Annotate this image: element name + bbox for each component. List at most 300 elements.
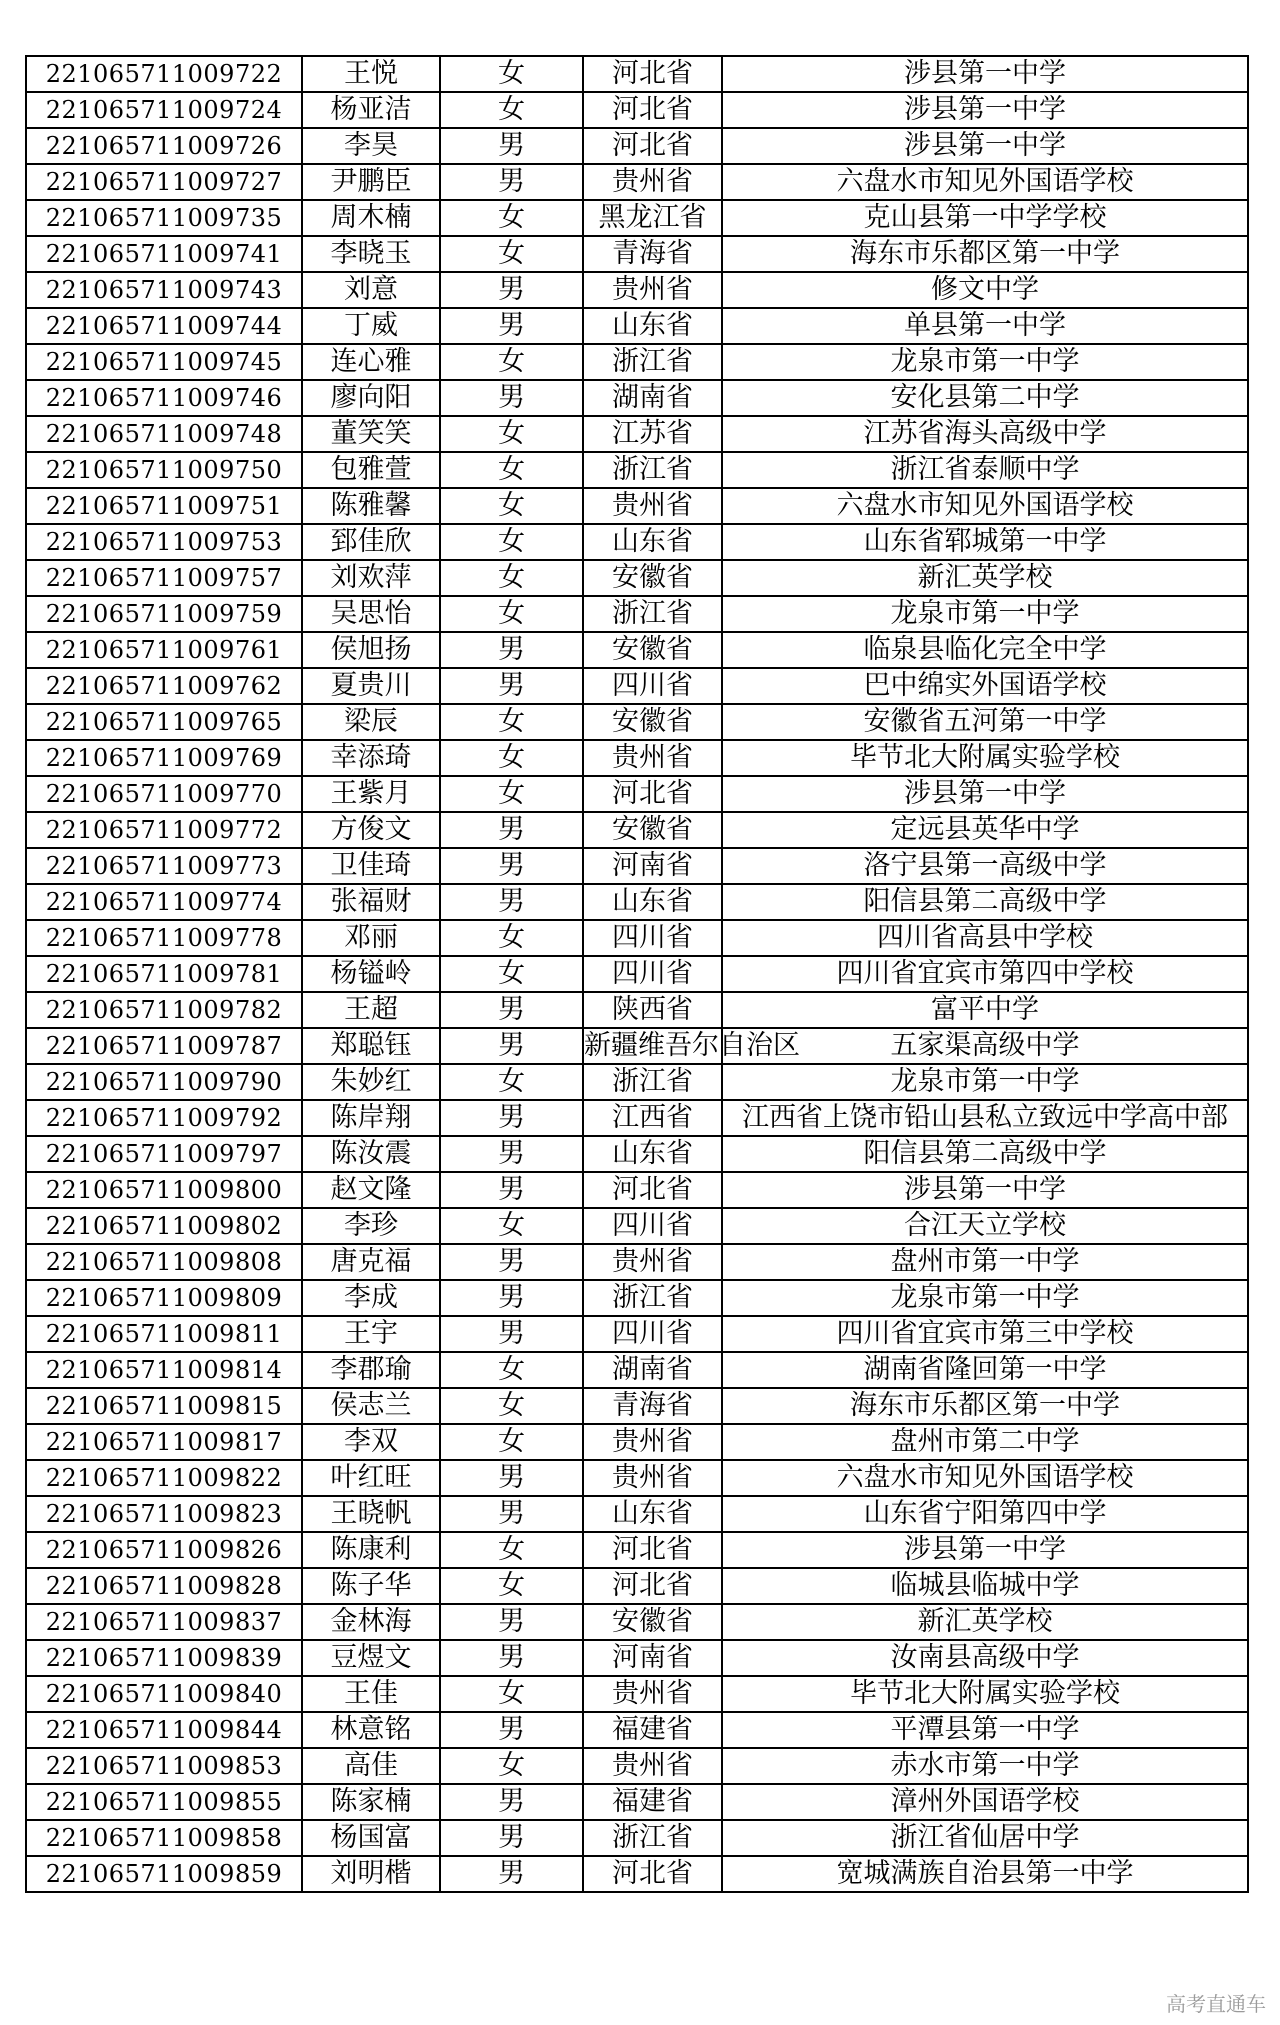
province-cell: 浙江省 <box>583 596 722 632</box>
table-row <box>26 1028 1248 1064</box>
province-cell: 江西省 <box>583 1100 722 1136</box>
student-name-cell: 李珍 <box>302 1208 440 1244</box>
gender-cell: 男 <box>440 380 583 416</box>
province-cell: 河北省 <box>583 1856 722 1892</box>
student-name-cell: 王悦 <box>302 56 440 92</box>
gender-cell: 女 <box>440 344 583 380</box>
gender-cell: 男 <box>440 1136 583 1172</box>
table-row <box>26 1316 1248 1352</box>
candidate-id-cell: 221065711009840 <box>26 1676 302 1712</box>
province-cell: 河北省 <box>583 1532 722 1568</box>
gender-cell: 男 <box>440 1604 583 1640</box>
gender-cell: 女 <box>440 452 583 488</box>
gender-cell: 男 <box>440 272 583 308</box>
table-row <box>26 1424 1248 1460</box>
table-row <box>26 524 1248 560</box>
candidate-id-cell: 221065711009744 <box>26 308 302 344</box>
school-cell: 单县第一中学 <box>722 308 1248 344</box>
student-name-cell: 张福财 <box>302 884 440 920</box>
province-cell: 贵州省 <box>583 1748 722 1784</box>
student-name-cell: 杨亚洁 <box>302 92 440 128</box>
gender-cell: 女 <box>440 1424 583 1460</box>
student-name-cell: 丁威 <box>302 308 440 344</box>
province-cell: 河北省 <box>583 128 722 164</box>
school-cell: 涉县第一中学 <box>722 128 1248 164</box>
candidate-id-cell: 221065711009844 <box>26 1712 302 1748</box>
school-cell: 涉县第一中学 <box>722 92 1248 128</box>
province-cell: 河北省 <box>583 56 722 92</box>
table-row <box>26 236 1248 272</box>
school-cell: 龙泉市第一中学 <box>722 344 1248 380</box>
school-cell: 涉县第一中学 <box>722 776 1248 812</box>
school-cell: 新汇英学校 <box>722 560 1248 596</box>
candidate-id-cell: 221065711009822 <box>26 1460 302 1496</box>
school-cell: 巴中绵实外国语学校 <box>722 668 1248 704</box>
province-cell: 山东省 <box>583 1136 722 1172</box>
gender-cell: 男 <box>440 164 583 200</box>
table-row <box>26 1172 1248 1208</box>
student-name-cell: 金林海 <box>302 1604 440 1640</box>
student-name-cell: 高佳 <box>302 1748 440 1784</box>
table-row <box>26 920 1248 956</box>
province-cell: 贵州省 <box>583 1460 722 1496</box>
gender-cell: 女 <box>440 524 583 560</box>
province-cell: 贵州省 <box>583 1244 722 1280</box>
school-cell: 汝南县高级中学 <box>722 1640 1248 1676</box>
gender-cell: 女 <box>440 416 583 452</box>
candidate-id-cell: 221065711009853 <box>26 1748 302 1784</box>
table-row <box>26 1712 1248 1748</box>
school-cell: 盘州市第二中学 <box>722 1424 1248 1460</box>
table-row <box>26 1244 1248 1280</box>
table-row <box>26 1208 1248 1244</box>
candidate-id-cell: 221065711009808 <box>26 1244 302 1280</box>
school-cell: 涉县第一中学 <box>722 56 1248 92</box>
student-name-cell: 侯志兰 <box>302 1388 440 1424</box>
student-name-cell: 刘明楷 <box>302 1856 440 1892</box>
candidate-id-cell: 221065711009781 <box>26 956 302 992</box>
student-name-cell: 李郡瑜 <box>302 1352 440 1388</box>
table-row <box>26 884 1248 920</box>
province-cell: 浙江省 <box>583 1064 722 1100</box>
candidate-id-cell: 221065711009751 <box>26 488 302 524</box>
school-cell: 克山县第一中学学校 <box>722 200 1248 236</box>
school-cell: 六盘水市知见外国语学校 <box>722 164 1248 200</box>
school-cell: 海东市乐都区第一中学 <box>722 236 1248 272</box>
gender-cell: 女 <box>440 200 583 236</box>
student-name-cell: 杨国富 <box>302 1820 440 1856</box>
province-cell: 山东省 <box>583 524 722 560</box>
table-row <box>26 452 1248 488</box>
table-row <box>26 1820 1248 1856</box>
candidate-id-cell: 221065711009727 <box>26 164 302 200</box>
province-cell: 安徽省 <box>583 1604 722 1640</box>
province-cell: 福建省 <box>583 1784 722 1820</box>
school-cell: 合江天立学校 <box>722 1208 1248 1244</box>
table-row <box>26 92 1248 128</box>
province-cell: 浙江省 <box>583 1280 722 1316</box>
student-name-cell: 陈子华 <box>302 1568 440 1604</box>
province-cell: 山东省 <box>583 308 722 344</box>
roster-body <box>26 56 1248 1892</box>
table-row <box>26 308 1248 344</box>
student-name-cell: 邓丽 <box>302 920 440 956</box>
gender-cell: 女 <box>440 776 583 812</box>
gender-cell: 男 <box>440 848 583 884</box>
school-cell: 富平中学 <box>722 992 1248 1028</box>
gender-cell: 女 <box>440 1568 583 1604</box>
roster-sheet <box>25 55 1247 1893</box>
province-cell: 福建省 <box>583 1712 722 1748</box>
student-name-cell: 李双 <box>302 1424 440 1460</box>
table-row <box>26 56 1248 92</box>
table-row <box>26 1532 1248 1568</box>
candidate-id-cell: 221065711009787 <box>26 1028 302 1064</box>
gender-cell: 男 <box>440 992 583 1028</box>
watermark-text: 高考直通车 <box>1166 1992 1266 2016</box>
school-cell: 修文中学 <box>722 272 1248 308</box>
candidate-id-cell: 221065711009746 <box>26 380 302 416</box>
table-row <box>26 992 1248 1028</box>
student-name-cell: 李晓玉 <box>302 236 440 272</box>
gender-cell: 女 <box>440 560 583 596</box>
school-cell: 龙泉市第一中学 <box>722 596 1248 632</box>
province-cell: 安徽省 <box>583 812 722 848</box>
table-row <box>26 560 1248 596</box>
table-row <box>26 200 1248 236</box>
student-name-cell: 董笑笑 <box>302 416 440 452</box>
candidate-id-cell: 221065711009855 <box>26 1784 302 1820</box>
school-cell: 宽城满族自治县第一中学 <box>722 1856 1248 1892</box>
table-row <box>26 128 1248 164</box>
table-row <box>26 1460 1248 1496</box>
student-name-cell: 王宇 <box>302 1316 440 1352</box>
candidate-id-cell: 221065711009817 <box>26 1424 302 1460</box>
school-cell: 临泉县临化完全中学 <box>722 632 1248 668</box>
table-row <box>26 812 1248 848</box>
table-row <box>26 1100 1248 1136</box>
table-row <box>26 1496 1248 1532</box>
school-cell: 龙泉市第一中学 <box>722 1280 1248 1316</box>
table-row <box>26 776 1248 812</box>
province-cell: 河北省 <box>583 1172 722 1208</box>
student-name-cell: 方俊文 <box>302 812 440 848</box>
gender-cell: 女 <box>440 596 583 632</box>
candidate-id-cell: 221065711009762 <box>26 668 302 704</box>
province-cell: 陕西省 <box>583 992 722 1028</box>
province-cell: 浙江省 <box>583 344 722 380</box>
table-row <box>26 1136 1248 1172</box>
candidate-id-cell: 221065711009769 <box>26 740 302 776</box>
gender-cell: 男 <box>440 308 583 344</box>
candidate-id-cell: 221065711009773 <box>26 848 302 884</box>
gender-cell: 女 <box>440 920 583 956</box>
student-name-cell: 夏贵川 <box>302 668 440 704</box>
table-row <box>26 416 1248 452</box>
candidate-id-cell: 221065711009828 <box>26 1568 302 1604</box>
student-name-cell: 周木楠 <box>302 200 440 236</box>
school-cell: 江西省上饶市铅山县私立致远中学高中部 <box>722 1100 1248 1136</box>
student-name-cell: 唐克福 <box>302 1244 440 1280</box>
table-row <box>26 632 1248 668</box>
table-row <box>26 1568 1248 1604</box>
school-cell: 新汇英学校 <box>722 1604 1248 1640</box>
school-cell: 龙泉市第一中学 <box>722 1064 1248 1100</box>
student-name-cell: 卫佳琦 <box>302 848 440 884</box>
province-cell: 青海省 <box>583 1388 722 1424</box>
gender-cell: 女 <box>440 56 583 92</box>
province-cell: 四川省 <box>583 668 722 704</box>
province-cell: 湖南省 <box>583 380 722 416</box>
student-name-cell: 王晓帆 <box>302 1496 440 1532</box>
student-name-cell: 包雅萱 <box>302 452 440 488</box>
school-cell: 四川省宜宾市第四中学校 <box>722 956 1248 992</box>
school-cell: 海东市乐都区第一中学 <box>722 1388 1248 1424</box>
student-name-cell: 陈雅馨 <box>302 488 440 524</box>
table-row <box>26 1784 1248 1820</box>
student-name-cell: 王佳 <box>302 1676 440 1712</box>
school-cell: 临城县临城中学 <box>722 1568 1248 1604</box>
province-cell: 青海省 <box>583 236 722 272</box>
school-cell: 山东省宁阳第四中学 <box>722 1496 1248 1532</box>
candidate-id-cell: 221065711009761 <box>26 632 302 668</box>
gender-cell: 女 <box>440 740 583 776</box>
table-row <box>26 1388 1248 1424</box>
school-cell: 定远县英华中学 <box>722 812 1248 848</box>
table-row <box>26 344 1248 380</box>
province-cell: 江苏省 <box>583 416 722 452</box>
student-name-cell: 豆煜文 <box>302 1640 440 1676</box>
gender-cell: 女 <box>440 1208 583 1244</box>
candidate-id-cell: 221065711009815 <box>26 1388 302 1424</box>
roster-table <box>25 55 1249 1893</box>
gender-cell: 男 <box>440 1784 583 1820</box>
student-name-cell: 刘欢萍 <box>302 560 440 596</box>
table-row <box>26 1748 1248 1784</box>
table-row <box>26 1352 1248 1388</box>
province-cell: 贵州省 <box>583 272 722 308</box>
gender-cell: 女 <box>440 236 583 272</box>
student-name-cell: 廖向阳 <box>302 380 440 416</box>
candidate-id-cell: 221065711009735 <box>26 200 302 236</box>
candidate-id-cell: 221065711009750 <box>26 452 302 488</box>
gender-cell: 女 <box>440 1388 583 1424</box>
school-cell: 毕节北大附属实验学校 <box>722 740 1248 776</box>
candidate-id-cell: 221065711009743 <box>26 272 302 308</box>
province-cell: 山东省 <box>583 884 722 920</box>
gender-cell: 女 <box>440 704 583 740</box>
student-name-cell: 叶红旺 <box>302 1460 440 1496</box>
candidate-id-cell: 221065711009759 <box>26 596 302 632</box>
student-name-cell: 侯旭扬 <box>302 632 440 668</box>
province-cell: 四川省 <box>583 956 722 992</box>
gender-cell: 女 <box>440 488 583 524</box>
province-cell: 河南省 <box>583 848 722 884</box>
student-name-cell: 陈岸翔 <box>302 1100 440 1136</box>
student-name-cell: 尹鹏臣 <box>302 164 440 200</box>
school-cell: 山东省郓城第一中学 <box>722 524 1248 560</box>
province-cell: 河北省 <box>583 92 722 128</box>
province-cell: 河南省 <box>583 1640 722 1676</box>
gender-cell: 女 <box>440 1532 583 1568</box>
candidate-id-cell: 221065711009839 <box>26 1640 302 1676</box>
province-cell: 贵州省 <box>583 488 722 524</box>
province-cell: 山东省 <box>583 1496 722 1532</box>
gender-cell: 女 <box>440 92 583 128</box>
table-row <box>26 1280 1248 1316</box>
province-cell: 河北省 <box>583 1568 722 1604</box>
school-cell: 浙江省仙居中学 <box>722 1820 1248 1856</box>
school-cell: 江苏省海头高级中学 <box>722 416 1248 452</box>
gender-cell: 男 <box>440 1172 583 1208</box>
table-row <box>26 1640 1248 1676</box>
gender-cell: 女 <box>440 1748 583 1784</box>
gender-cell: 男 <box>440 668 583 704</box>
school-cell: 安徽省五河第一中学 <box>722 704 1248 740</box>
candidate-id-cell: 221065711009826 <box>26 1532 302 1568</box>
school-cell: 涉县第一中学 <box>722 1532 1248 1568</box>
table-row <box>26 704 1248 740</box>
gender-cell: 男 <box>440 1280 583 1316</box>
school-cell: 浙江省泰顺中学 <box>722 452 1248 488</box>
candidate-id-cell: 221065711009753 <box>26 524 302 560</box>
student-name-cell: 王超 <box>302 992 440 1028</box>
candidate-id-cell: 221065711009726 <box>26 128 302 164</box>
province-cell: 贵州省 <box>583 1424 722 1460</box>
school-cell: 六盘水市知见外国语学校 <box>722 1460 1248 1496</box>
province-cell: 安徽省 <box>583 632 722 668</box>
school-cell: 六盘水市知见外国语学校 <box>722 488 1248 524</box>
candidate-id-cell: 221065711009774 <box>26 884 302 920</box>
province-cell: 贵州省 <box>583 740 722 776</box>
school-cell: 平潭县第一中学 <box>722 1712 1248 1748</box>
student-name-cell: 郅佳欣 <box>302 524 440 560</box>
candidate-id-cell: 221065711009778 <box>26 920 302 956</box>
table-row <box>26 848 1248 884</box>
gender-cell: 男 <box>440 1460 583 1496</box>
gender-cell: 男 <box>440 632 583 668</box>
school-cell: 阳信县第二高级中学 <box>722 884 1248 920</box>
candidate-id-cell: 221065711009797 <box>26 1136 302 1172</box>
student-name-cell: 连心雅 <box>302 344 440 380</box>
gender-cell: 女 <box>440 1352 583 1388</box>
province-cell: 贵州省 <box>583 1676 722 1712</box>
candidate-id-cell: 221065711009792 <box>26 1100 302 1136</box>
gender-cell: 男 <box>440 1316 583 1352</box>
table-row <box>26 668 1248 704</box>
gender-cell: 男 <box>440 1640 583 1676</box>
gender-cell: 男 <box>440 1028 583 1064</box>
gender-cell: 男 <box>440 1244 583 1280</box>
school-cell: 赤水市第一中学 <box>722 1748 1248 1784</box>
candidate-id-cell: 221065711009741 <box>26 236 302 272</box>
province-cell: 贵州省 <box>583 164 722 200</box>
province-cell: 四川省 <box>583 920 722 956</box>
candidate-id-cell: 221065711009809 <box>26 1280 302 1316</box>
candidate-id-cell: 221065711009837 <box>26 1604 302 1640</box>
school-cell: 四川省高县中学校 <box>722 920 1248 956</box>
table-row <box>26 488 1248 524</box>
school-cell: 盘州市第一中学 <box>722 1244 1248 1280</box>
gender-cell: 女 <box>440 956 583 992</box>
candidate-id-cell: 221065711009765 <box>26 704 302 740</box>
candidate-id-cell: 221065711009770 <box>26 776 302 812</box>
candidate-id-cell: 221065711009790 <box>26 1064 302 1100</box>
province-cell: 安徽省 <box>583 560 722 596</box>
province-cell: 河北省 <box>583 776 722 812</box>
student-name-cell: 幸添琦 <box>302 740 440 776</box>
gender-cell: 男 <box>440 1820 583 1856</box>
gender-cell: 女 <box>440 1676 583 1712</box>
province-cell: 四川省 <box>583 1316 722 1352</box>
student-name-cell: 李昊 <box>302 128 440 164</box>
student-name-cell: 梁辰 <box>302 704 440 740</box>
candidate-id-cell: 221065711009859 <box>26 1856 302 1892</box>
candidate-id-cell: 221065711009814 <box>26 1352 302 1388</box>
school-cell: 洛宁县第一高级中学 <box>722 848 1248 884</box>
student-name-cell: 赵文隆 <box>302 1172 440 1208</box>
province-cell: 新疆维吾尔自治区 <box>583 1028 722 1064</box>
table-row <box>26 1856 1248 1892</box>
table-row <box>26 1676 1248 1712</box>
province-cell: 黑龙江省 <box>583 200 722 236</box>
student-name-cell: 陈汝震 <box>302 1136 440 1172</box>
student-name-cell: 王紫月 <box>302 776 440 812</box>
province-cell: 浙江省 <box>583 1820 722 1856</box>
school-cell: 阳信县第二高级中学 <box>722 1136 1248 1172</box>
student-name-cell: 李成 <box>302 1280 440 1316</box>
school-cell: 四川省宜宾市第三中学校 <box>722 1316 1248 1352</box>
student-name-cell: 陈康利 <box>302 1532 440 1568</box>
gender-cell: 男 <box>440 1856 583 1892</box>
table-row <box>26 1064 1248 1100</box>
student-name-cell: 林意铭 <box>302 1712 440 1748</box>
student-name-cell: 刘意 <box>302 272 440 308</box>
school-cell: 安化县第二中学 <box>722 380 1248 416</box>
student-name-cell: 杨镒岭 <box>302 956 440 992</box>
school-cell: 漳州外国语学校 <box>722 1784 1248 1820</box>
province-cell: 四川省 <box>583 1208 722 1244</box>
candidate-id-cell: 221065711009800 <box>26 1172 302 1208</box>
gender-cell: 男 <box>440 812 583 848</box>
candidate-id-cell: 221065711009722 <box>26 56 302 92</box>
gender-cell: 男 <box>440 1496 583 1532</box>
school-cell: 涉县第一中学 <box>722 1172 1248 1208</box>
gender-cell: 男 <box>440 884 583 920</box>
student-name-cell: 朱妙红 <box>302 1064 440 1100</box>
candidate-id-cell: 221065711009772 <box>26 812 302 848</box>
candidate-id-cell: 221065711009858 <box>26 1820 302 1856</box>
gender-cell: 男 <box>440 1100 583 1136</box>
province-cell: 安徽省 <box>583 704 722 740</box>
candidate-id-cell: 221065711009782 <box>26 992 302 1028</box>
table-row <box>26 272 1248 308</box>
gender-cell: 男 <box>440 128 583 164</box>
school-cell: 毕节北大附属实验学校 <box>722 1676 1248 1712</box>
table-row <box>26 956 1248 992</box>
province-cell: 湖南省 <box>583 1352 722 1388</box>
candidate-id-cell: 221065711009757 <box>26 560 302 596</box>
candidate-id-cell: 221065711009802 <box>26 1208 302 1244</box>
candidate-id-cell: 221065711009811 <box>26 1316 302 1352</box>
gender-cell: 男 <box>440 1712 583 1748</box>
gender-cell: 女 <box>440 1064 583 1100</box>
table-row <box>26 380 1248 416</box>
candidate-id-cell: 221065711009745 <box>26 344 302 380</box>
school-cell: 湖南省隆回第一中学 <box>722 1352 1248 1388</box>
candidate-id-cell: 221065711009748 <box>26 416 302 452</box>
candidate-id-cell: 221065711009823 <box>26 1496 302 1532</box>
